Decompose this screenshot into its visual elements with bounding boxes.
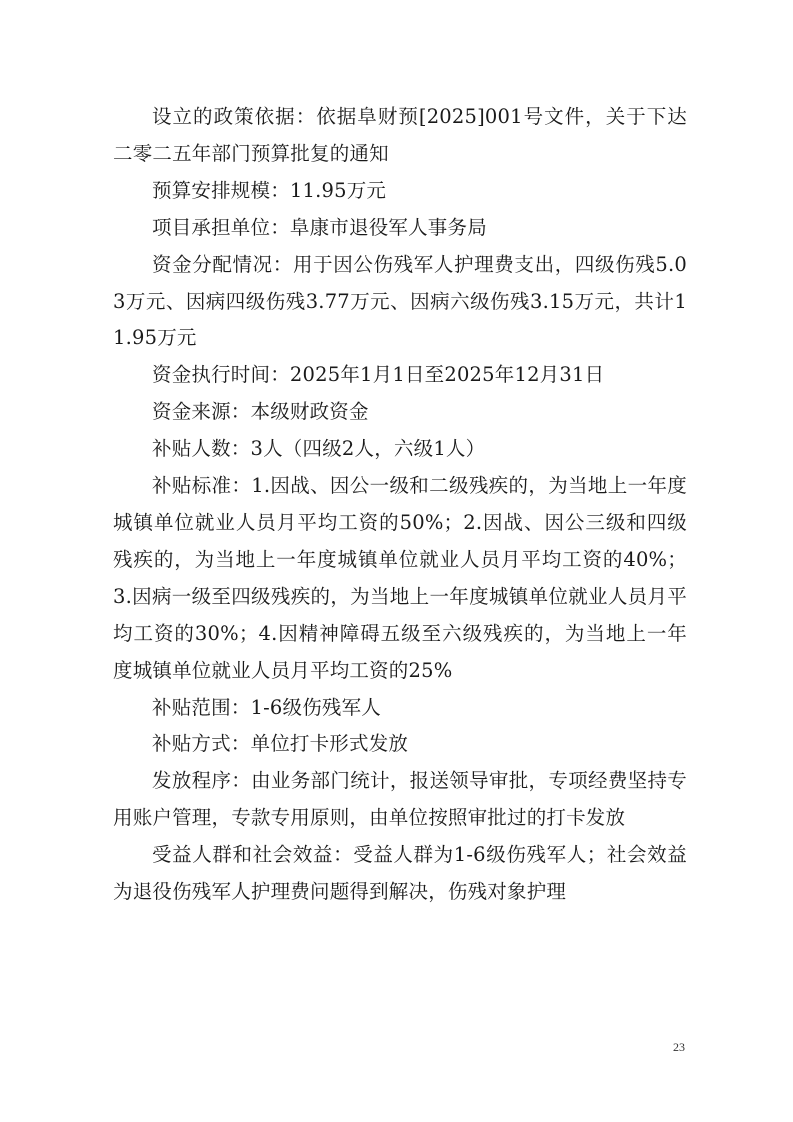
paragraph-execution-time: 资金执行时间：2025年1月1日至2025年12月31日	[152, 363, 605, 387]
paragraph-beneficiaries: 受益人群和社会效益：受益人群为1-6级伤残军人；社会效益为退役伤残军人护理费问题得到解决，伤残对象护理	[113, 843, 687, 904]
paragraph-undertaking-unit: 项目承担单位：阜康市退役军人事务局	[152, 215, 487, 239]
paragraph-distribution-procedure: 发放程序：由业务部门统计，报送领导审批，专项经费坚持专用账户管理，专款专用原则，由单位按照审批过的打卡发放	[113, 769, 687, 830]
paragraph-fund-allocation: 资金分配情况：用于因公伤残军人护理费支出，四级伤残5.03万元、因病四级伤残3.77万元、因病六级伤残3.15万元，共计11.95万元	[113, 252, 687, 350]
paragraph-subsidy-count: 补贴人数：3人（四级2人，六级1人）	[152, 437, 486, 461]
paragraph-fund-source: 资金来源：本级财政资金	[152, 400, 369, 424]
paragraph-budget-scale: 预算安排规模：11.95万元	[152, 178, 387, 202]
paragraph-subsidy-scope: 补贴范围：1-6级伤残军人	[152, 695, 382, 719]
paragraph-subsidy-standard: 补贴标准：1.因战、因公一级和二级残疾的，为当地上一年度城镇单位就业人员月平均工资的50%；2.因战、因公三级和四级残疾的，为当地上一年度城镇单位就业人员月平均工资的40%；3.因病一级至四级残疾的，为当地上一年度城镇单位就业人员月平均工资的30%；4.因精神障碍五级至六级残疾的，为当地上一年度城镇单位就业人员月平均工资的25%	[113, 474, 687, 682]
body-text	[113, 99, 687, 911]
paragraph-policy-basis: 设立的政策依据：依据阜财预[2025]001号文件，关于下达二零二五年部门预算批复的通知	[113, 105, 687, 165]
paragraph-subsidy-method: 补贴方式：单位打卡形式发放	[152, 732, 409, 756]
page-number: 23	[673, 1040, 685, 1054]
